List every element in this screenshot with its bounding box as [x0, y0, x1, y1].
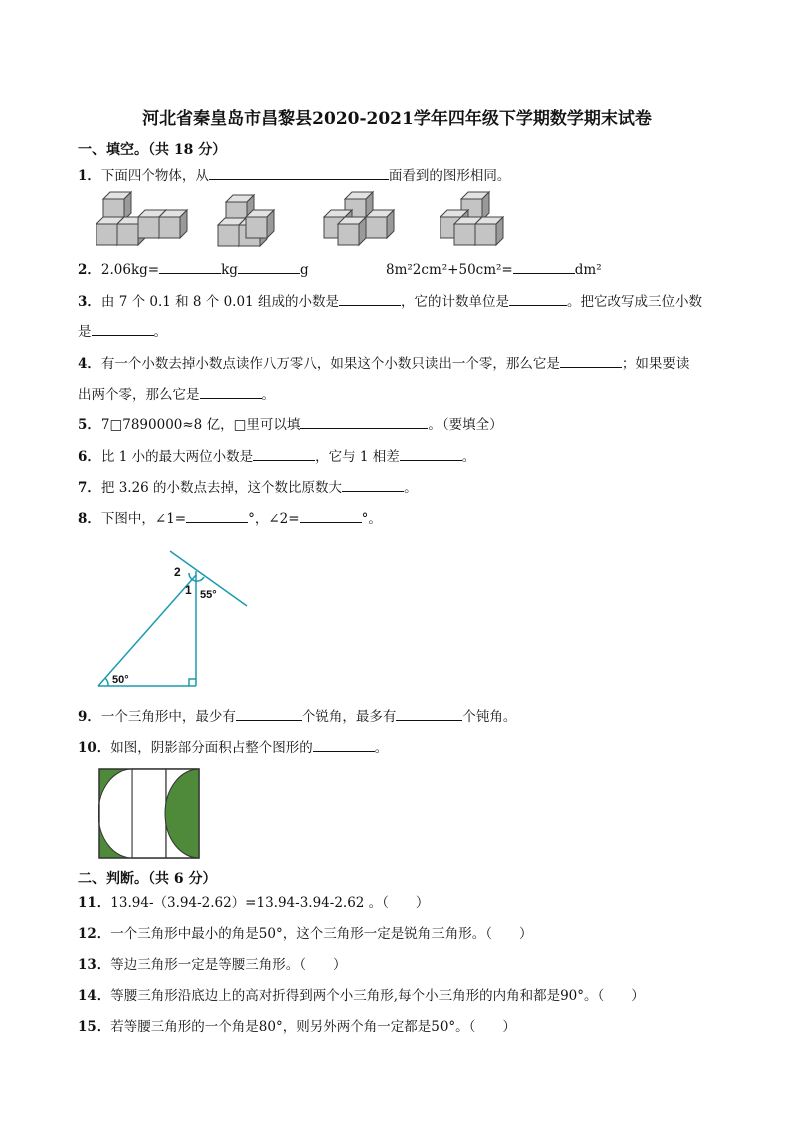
- question-text: 。: [153, 324, 167, 340]
- question-text: 一个三角形中最小的角是50°，这个三角形一定是锐角三角形。（ ）: [110, 926, 533, 942]
- question-text: 把 3.26 的小数点去掉，这个数比原数大: [100, 480, 343, 496]
- question-number: 15．: [78, 1019, 111, 1035]
- question-9: [78, 706, 516, 727]
- question-8: [78, 508, 382, 529]
- question-11: [78, 893, 429, 913]
- triangle-angles-figure: [90, 543, 255, 693]
- question-number: 7．: [78, 480, 101, 496]
- question-number: 14．: [78, 988, 111, 1004]
- question-text: 2.06kg=: [100, 262, 160, 278]
- answer-blank[interactable]: [400, 446, 462, 461]
- angle-arc-50: [105, 678, 108, 686]
- question-text: 。: [461, 449, 476, 465]
- answer-blank[interactable]: [396, 706, 462, 721]
- question-text: °，∠2=: [248, 511, 300, 527]
- question-text: 由 7 个 0.1 和 8 个 0.01 组成的小数是: [100, 294, 339, 310]
- question-number: 6．: [78, 449, 101, 465]
- answer-blank[interactable]: [342, 477, 404, 492]
- question-number: 5．: [78, 417, 101, 433]
- question-text: °。: [361, 511, 382, 527]
- question-2: [78, 259, 309, 280]
- cube-object-1: [96, 192, 187, 245]
- question-15: [78, 1017, 516, 1037]
- answer-blank[interactable]: [200, 384, 262, 399]
- shaded-area-figure: [98, 768, 200, 860]
- question-text: 。: [374, 740, 389, 756]
- question-13: [78, 955, 347, 975]
- question-text: 下图中，∠1=: [100, 511, 187, 527]
- question-text: 个锐角，最多有: [301, 709, 397, 725]
- question-text: 面看到的图形相同。: [388, 168, 511, 184]
- section-2-heading: 二、判断。（共 6 分）: [78, 871, 217, 887]
- question-4-line-2: [78, 384, 275, 405]
- answer-blank[interactable]: [560, 353, 622, 368]
- page-title: 河北省秦皇岛市昌黎县2020-2021学年四年级下学期数学期末试卷: [142, 109, 652, 129]
- question-1: [78, 165, 510, 186]
- question-number: 8．: [78, 511, 101, 527]
- question-5: [78, 414, 503, 435]
- question-text: 。把它改写成三位小数: [566, 294, 702, 310]
- question-text: 13.94-（3.94-2.62）=13.94-3.94-2.62 。（ ）: [110, 895, 430, 911]
- question-text: 是: [78, 324, 92, 340]
- angle-2-label: 2: [174, 565, 181, 579]
- question-number: 10．: [78, 740, 111, 756]
- answer-blank[interactable]: [513, 259, 575, 274]
- angle-50-label: 50°: [112, 674, 129, 686]
- answer-blank[interactable]: [300, 414, 428, 429]
- question-7: [78, 477, 418, 498]
- question-4: [78, 353, 689, 374]
- question-text: 等边三角形一定是等腰三角形。（ ）: [110, 957, 347, 973]
- question-text: 一个三角形中，最少有: [100, 709, 236, 725]
- question-number: 13．: [78, 957, 111, 973]
- question-14: [78, 986, 645, 1006]
- question-number: 4．: [78, 356, 101, 372]
- answer-blank[interactable]: [238, 259, 300, 274]
- answer-blank[interactable]: [313, 737, 375, 752]
- answer-blank[interactable]: [236, 706, 302, 721]
- angle-1-label: 1: [185, 583, 192, 597]
- question-text: 。（要填全）: [428, 417, 503, 433]
- answer-blank[interactable]: [92, 321, 154, 336]
- question-text: 出两个零，那么它是: [78, 387, 200, 403]
- question-number: 3．: [78, 294, 101, 310]
- question-text: 下面四个物体，从: [100, 168, 209, 184]
- unit-text: g: [299, 262, 309, 278]
- hypotenuse-line: [98, 575, 196, 686]
- cube-object-3: [324, 192, 394, 245]
- answer-blank[interactable]: [509, 291, 567, 306]
- answer-blank[interactable]: [300, 508, 362, 523]
- question-text: 如图，阴影部分面积占整个图形的: [110, 740, 313, 756]
- unit-text: dm²: [574, 262, 602, 278]
- question-number: 2．: [78, 262, 101, 278]
- question-text: 比 1 小的最大两位小数是: [100, 449, 254, 465]
- question-number: 9．: [78, 709, 101, 725]
- right-angle-mark: [189, 679, 196, 686]
- middle-panel: [132, 769, 166, 858]
- cube-stacks-figure: [96, 190, 396, 248]
- answer-blank[interactable]: [253, 446, 315, 461]
- question-number: 1．: [78, 168, 101, 184]
- question-number: 11．: [78, 895, 111, 911]
- question-text: 。: [261, 387, 275, 403]
- question-text: 8m²2cm²+50cm²=: [386, 262, 513, 278]
- question-text: 7□7890000≈8 亿，□里可以填: [100, 417, 301, 433]
- unit-text: kg: [221, 262, 238, 278]
- cube-object-2: [218, 195, 274, 246]
- section-1-heading: 一、填空。（共 18 分）: [78, 142, 227, 158]
- answer-blank[interactable]: [209, 165, 389, 180]
- question-3: [78, 291, 702, 312]
- question-text: ，它与 1 相差: [315, 449, 400, 465]
- angle-55-label: 55°: [200, 589, 217, 601]
- question-text: 。: [404, 480, 418, 496]
- cube-object-4: [440, 190, 510, 248]
- question-text: 有一个小数去掉小数点读作八万零八，如果这个小数只读出一个零，那么它是: [100, 356, 560, 372]
- question-12: [78, 924, 532, 944]
- question-2-part-2: [386, 259, 602, 280]
- question-text: 若等腰三角形的一个角是80°，则另外两个角一定都是50°。（ ）: [110, 1019, 516, 1035]
- question-text: 个钝角。: [462, 709, 517, 725]
- question-text: ；如果要读: [621, 356, 690, 372]
- question-number: 12．: [78, 926, 111, 942]
- question-text: ，它的计数单位是: [400, 294, 509, 310]
- question-text: 等腰三角形沿底边上的高对折得到两个小三角形,每个小三角形的内角和都是90°。（ ）: [110, 988, 645, 1004]
- question-3-line-2: [78, 321, 167, 342]
- answer-blank[interactable]: [339, 291, 401, 306]
- answer-blank[interactable]: [159, 259, 221, 274]
- question-10: [78, 737, 388, 758]
- question-6: [78, 446, 475, 467]
- answer-blank[interactable]: [186, 508, 248, 523]
